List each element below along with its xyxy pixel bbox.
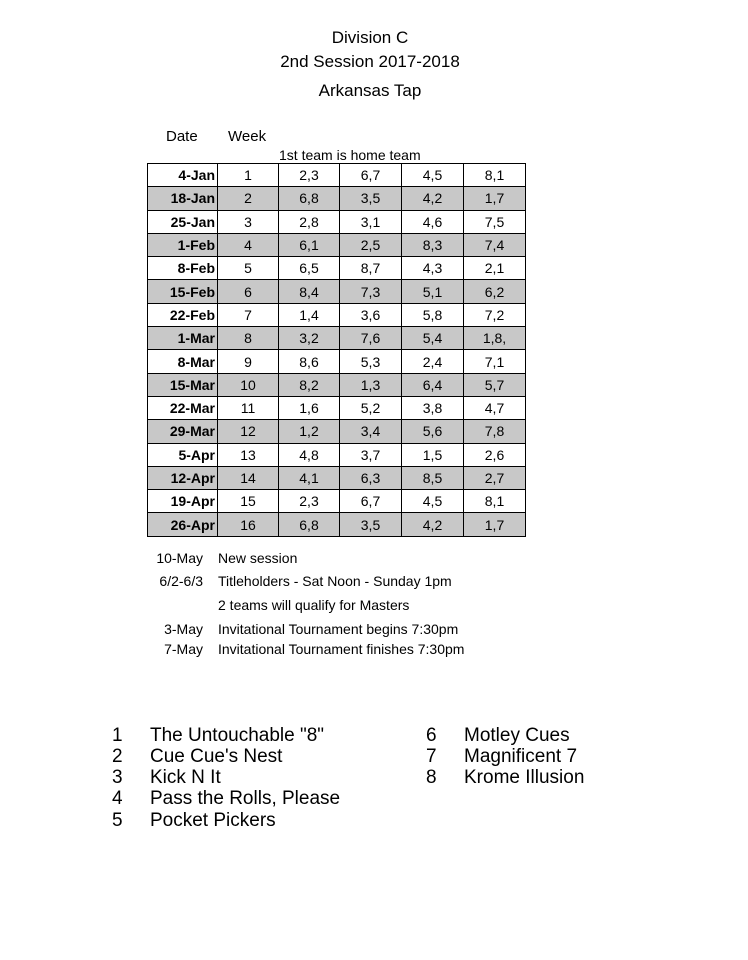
note-row (0, 641, 748, 659)
row-week: 1 (218, 164, 279, 187)
row-week: 10 (218, 373, 279, 396)
match-2: 2,5 (340, 233, 402, 256)
note-date: 3-May (164, 621, 203, 637)
row-date: 22-Mar (148, 396, 218, 419)
team-number: 3 (112, 767, 123, 788)
match-2: 5,3 (340, 350, 402, 373)
session-title: 2nd Session 2017-2018 (280, 52, 460, 71)
team-number: 2 (112, 746, 123, 767)
row-week: 7 (218, 303, 279, 326)
table-row (148, 303, 526, 326)
team-name: Motley Cues (464, 725, 570, 746)
match-1: 4,1 (279, 466, 340, 489)
match-3: 6,4 (402, 373, 464, 396)
match-1: 8,4 (279, 280, 340, 303)
schedule-table-body (148, 164, 526, 537)
match-4: 7,2 (464, 303, 526, 326)
team-number: 4 (112, 788, 123, 809)
table-row (148, 466, 526, 489)
match-4: 5,7 (464, 373, 526, 396)
table-row (148, 187, 526, 210)
match-2: 3,7 (340, 443, 402, 466)
match-4: 6,2 (464, 280, 526, 303)
match-3: 4,5 (402, 164, 464, 187)
match-4: 2,7 (464, 466, 526, 489)
schedule-table (147, 163, 526, 537)
venue-title: Arkansas Tap (318, 81, 422, 100)
match-3: 8,5 (402, 466, 464, 489)
team-number: 8 (426, 767, 437, 788)
match-1: 1,4 (279, 303, 340, 326)
row-week: 6 (218, 280, 279, 303)
row-date: 1-Feb (148, 233, 218, 256)
row-week: 14 (218, 466, 279, 489)
match-3: 4,5 (402, 490, 464, 513)
note-text: Invitational Tournament finishes 7:30pm (218, 641, 465, 657)
team-number: 5 (112, 810, 123, 831)
table-row (148, 490, 526, 513)
match-2: 7,3 (340, 280, 402, 303)
row-week: 12 (218, 420, 279, 443)
match-3: 8,3 (402, 233, 464, 256)
match-2: 5,2 (340, 396, 402, 419)
row-week: 9 (218, 350, 279, 373)
row-date: 15-Mar (148, 373, 218, 396)
match-4: 1,7 (464, 513, 526, 536)
match-3: 4,6 (402, 210, 464, 233)
table-row (148, 233, 526, 256)
table-row (148, 443, 526, 466)
team-name: Magnificent 7 (464, 746, 578, 767)
match-2: 3,1 (340, 210, 402, 233)
match-3: 3,8 (402, 396, 464, 419)
match-1: 8,6 (279, 350, 340, 373)
note-row (0, 550, 748, 568)
row-date: 5-Apr (148, 443, 218, 466)
row-date: 8-Mar (148, 350, 218, 373)
note-text: Invitational Tournament begins 7:30pm (218, 621, 459, 637)
match-1: 3,2 (279, 327, 340, 350)
team-name: Cue Cue's Nest (150, 746, 283, 767)
match-1: 6,8 (279, 513, 340, 536)
match-2: 6,3 (340, 466, 402, 489)
match-3: 5,6 (402, 420, 464, 443)
table-row (148, 350, 526, 373)
note-row (0, 573, 748, 591)
row-week: 16 (218, 513, 279, 536)
match-1: 2,8 (279, 210, 340, 233)
table-row (148, 327, 526, 350)
table-row (148, 396, 526, 419)
row-date: 25-Jan (148, 210, 218, 233)
table-row (148, 164, 526, 187)
row-week: 2 (218, 187, 279, 210)
note-date: 7-May (164, 641, 203, 657)
note-text: Titleholders - Sat Noon - Sunday 1pm (218, 573, 452, 589)
row-week: 3 (218, 210, 279, 233)
match-3: 5,8 (402, 303, 464, 326)
match-3: 4,2 (402, 187, 464, 210)
note-text: 2 teams will qualify for Masters (218, 597, 410, 613)
row-date: 19-Apr (148, 490, 218, 513)
table-row (148, 280, 526, 303)
match-4: 8,1 (464, 490, 526, 513)
table-row (148, 373, 526, 396)
home-team-note: 1st team is home team (279, 147, 421, 163)
row-week: 13 (218, 443, 279, 466)
note-date: 6/2-6/3 (159, 573, 203, 589)
match-4: 1,8, (464, 327, 526, 350)
week-column-header: Week (228, 128, 267, 145)
row-date: 26-Apr (148, 513, 218, 536)
match-4: 4,7 (464, 396, 526, 419)
team-name: Kick N It (150, 767, 221, 788)
match-1: 2,3 (279, 164, 340, 187)
match-4: 7,4 (464, 233, 526, 256)
table-row (148, 420, 526, 443)
table-row (148, 513, 526, 536)
row-date: 29-Mar (148, 420, 218, 443)
match-1: 4,8 (279, 443, 340, 466)
match-3: 1,5 (402, 443, 464, 466)
match-4: 8,1 (464, 164, 526, 187)
row-week: 15 (218, 490, 279, 513)
match-4: 2,1 (464, 257, 526, 280)
match-1: 6,8 (279, 187, 340, 210)
row-week: 8 (218, 327, 279, 350)
match-1: 1,2 (279, 420, 340, 443)
match-2: 6,7 (340, 164, 402, 187)
match-1: 6,5 (279, 257, 340, 280)
match-2: 1,3 (340, 373, 402, 396)
match-2: 8,7 (340, 257, 402, 280)
row-date: 4-Jan (148, 164, 218, 187)
table-row (148, 257, 526, 280)
match-4: 2,6 (464, 443, 526, 466)
team-name: Pass the Rolls, Please (150, 788, 341, 809)
row-week: 4 (218, 233, 279, 256)
match-2: 3,4 (340, 420, 402, 443)
row-week: 5 (218, 257, 279, 280)
team-number: 7 (426, 746, 437, 767)
match-1: 1,6 (279, 396, 340, 419)
match-1: 8,2 (279, 373, 340, 396)
match-2: 3,5 (340, 187, 402, 210)
row-date: 1-Mar (148, 327, 218, 350)
table-row (148, 210, 526, 233)
row-date: 18-Jan (148, 187, 218, 210)
row-date: 12-Apr (148, 466, 218, 489)
match-4: 1,7 (464, 187, 526, 210)
note-row (0, 621, 748, 639)
team-name: Pocket Pickers (150, 810, 276, 831)
match-3: 4,2 (402, 513, 464, 536)
match-2: 6,7 (340, 490, 402, 513)
match-3: 2,4 (402, 350, 464, 373)
team-name: The Untouchable "8" (150, 725, 325, 746)
match-4: 7,5 (464, 210, 526, 233)
match-2: 7,6 (340, 327, 402, 350)
match-4: 7,8 (464, 420, 526, 443)
team-number: 1 (112, 725, 123, 746)
match-1: 6,1 (279, 233, 340, 256)
row-date: 22-Feb (148, 303, 218, 326)
match-2: 3,6 (340, 303, 402, 326)
row-date: 8-Feb (148, 257, 218, 280)
note-row (0, 597, 748, 615)
match-2: 3,5 (340, 513, 402, 536)
date-column-header: Date (166, 128, 198, 145)
note-date: 10-May (156, 550, 203, 566)
team-number: 6 (426, 725, 437, 746)
row-date: 15-Feb (148, 280, 218, 303)
division-title: Division C (331, 28, 409, 47)
match-3: 5,4 (402, 327, 464, 350)
note-text: New session (218, 550, 298, 566)
row-week: 11 (218, 396, 279, 419)
team-name: Krome Illusion (464, 767, 585, 788)
match-1: 2,3 (279, 490, 340, 513)
match-3: 5,1 (402, 280, 464, 303)
match-4: 7,1 (464, 350, 526, 373)
match-3: 4,3 (402, 257, 464, 280)
